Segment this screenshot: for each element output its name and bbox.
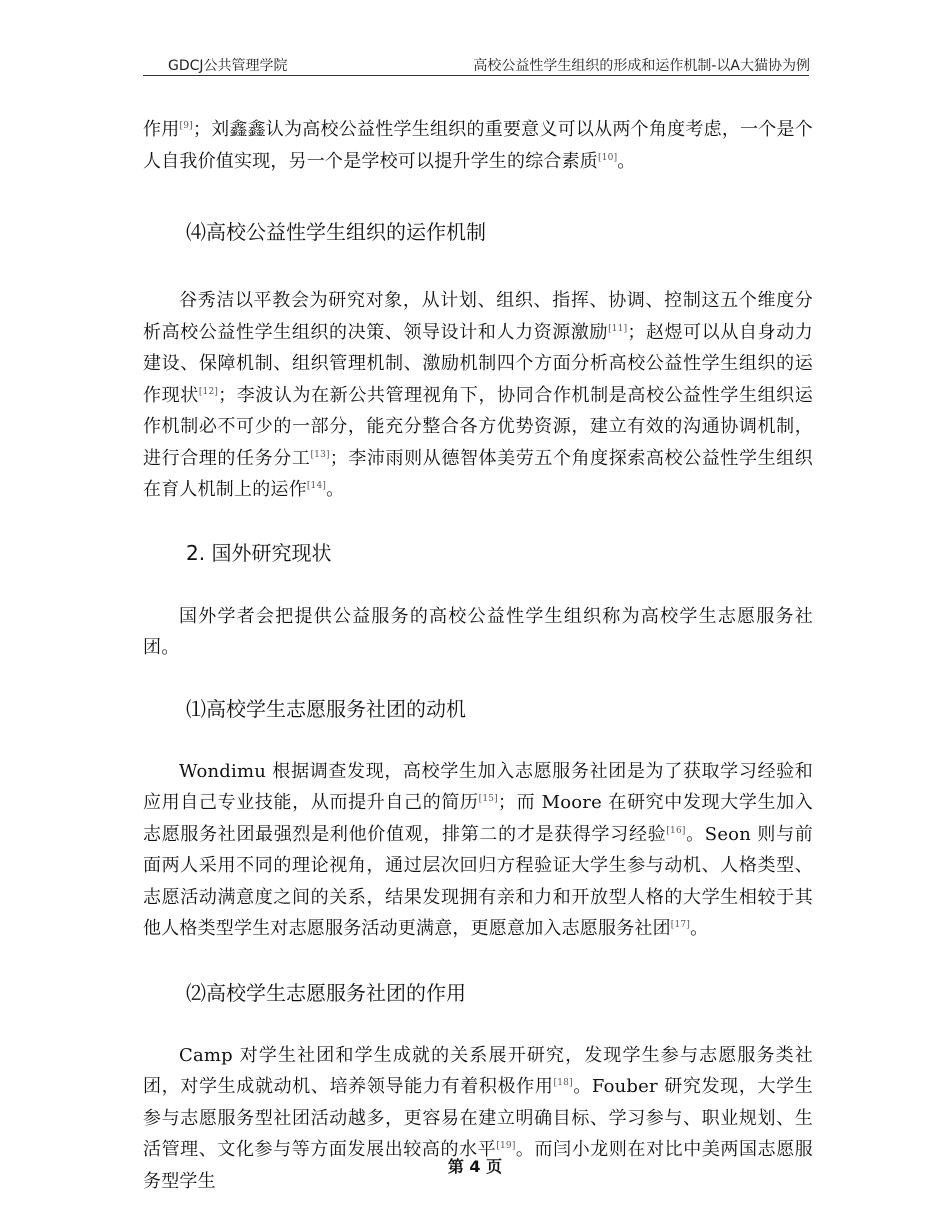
text: ；赵煜可以从自身动力建设、保障机制、组织管理机制、激励机制四个方面分析高校公益性学生组织的运作现状 <box>143 321 814 406</box>
header-rule <box>143 75 809 76</box>
text: 。 <box>326 479 345 500</box>
heading-operation-mechanism: ⑷高校公益性学生组织的运作机制 <box>186 220 486 244</box>
text: ；刘鑫鑫认为高校公益性学生组织的重要意义可以从两个角度考虑，一个是个人自我价值实现，另一个是学校可以提升学生的综合素质 <box>143 119 813 172</box>
text: 作用 <box>143 119 180 140</box>
citation: [12] <box>198 386 219 397</box>
text: 谷秀洁以平教会为研究对象，从计划、组织、指挥、协调、控制这五个维度分析高校公益性学生组织的决策、领导设计和人力资源激励 <box>143 290 813 343</box>
heading-foreign-research: 2. 国外研究现状 <box>186 540 332 565</box>
citation: [19] <box>496 1141 516 1151</box>
paragraph-3: 国外学者会把提供公益服务的高校公益性学生组织称为高校学生志愿服务社团。 <box>143 605 813 658</box>
citation: [15] <box>478 794 498 804</box>
citation: [16] <box>666 825 686 836</box>
paragraph-2 <box>143 285 813 506</box>
text: ；而 Moore 在研究中发现大学生加入志愿服务社团最强烈是利他价值观，排第二的才是获得学习经验 <box>143 792 813 845</box>
text: ；李波认为在新公共管理视角下，协同合作机制是高校公益性学生组织运作机制必不可少的一部分，能充分整合各方优势资源，建立有效的沟通协调机制，进行合理的任务分工 <box>143 384 813 469</box>
text: ；李沛雨则从德智体美劳五个角度探索高校公益性学生组织在育人机制上的运作 <box>143 447 813 500</box>
heading-motivation: ⑴高校学生志愿服务社团的动机 <box>186 696 466 721</box>
citation: [17] <box>670 920 691 930</box>
citation: [18] <box>553 1078 573 1088</box>
citation: [11] <box>608 323 628 334</box>
citation: [10] <box>598 152 618 163</box>
header-school: GDCJ公共管理学院 <box>168 58 288 74</box>
header-title: 高校公益性学生组织的形成和运作机制-以A大猫协为例 <box>473 58 810 74</box>
text: 。Seon 则与前面两人采用不同的理论视角，通过层次回归方程验证大学生参与动机、人格类型、志愿活动满意度之间的关系，结果发现拥有亲和力和开放型人格的大学生相较于其他人格类型学生对志愿服务活动更满意，更愿意加入志愿服务社团 <box>143 823 813 939</box>
citation: [14] <box>306 481 327 491</box>
page-content <box>143 114 813 1197</box>
paragraph-1 <box>143 114 813 177</box>
page-number: 第 4 页 <box>447 1157 503 1176</box>
paragraph-4 <box>143 756 813 945</box>
text: 。而闫小龙则在对比中美两国志愿服务型学生 <box>143 1139 813 1192</box>
text: 。 <box>617 150 636 172</box>
heading-function: ⑵高校学生志愿服务社团的作用 <box>186 980 466 1005</box>
text: Wondimu 根据调查发现，高校学生加入志愿服务社团是为了获取学习经验和应用自己专业技能，从而提升自己的简历 <box>143 760 813 813</box>
text: Camp 对学生社团和学生成就的关系展开研究，发现学生参与志愿服务类社团，对学生成就动机、培养领导能力有着积极作用 <box>143 1044 813 1097</box>
text: 。Fouber 研究发现，大学生参与志愿服务型社团活动越多，更容易在建立明确目标、学习参与、职业规划、生活管理、文化参与等方面发展出较高的水平 <box>143 1076 814 1160</box>
text: 。 <box>690 918 709 939</box>
citation: [9] <box>179 121 193 131</box>
citation: [13] <box>310 449 330 460</box>
